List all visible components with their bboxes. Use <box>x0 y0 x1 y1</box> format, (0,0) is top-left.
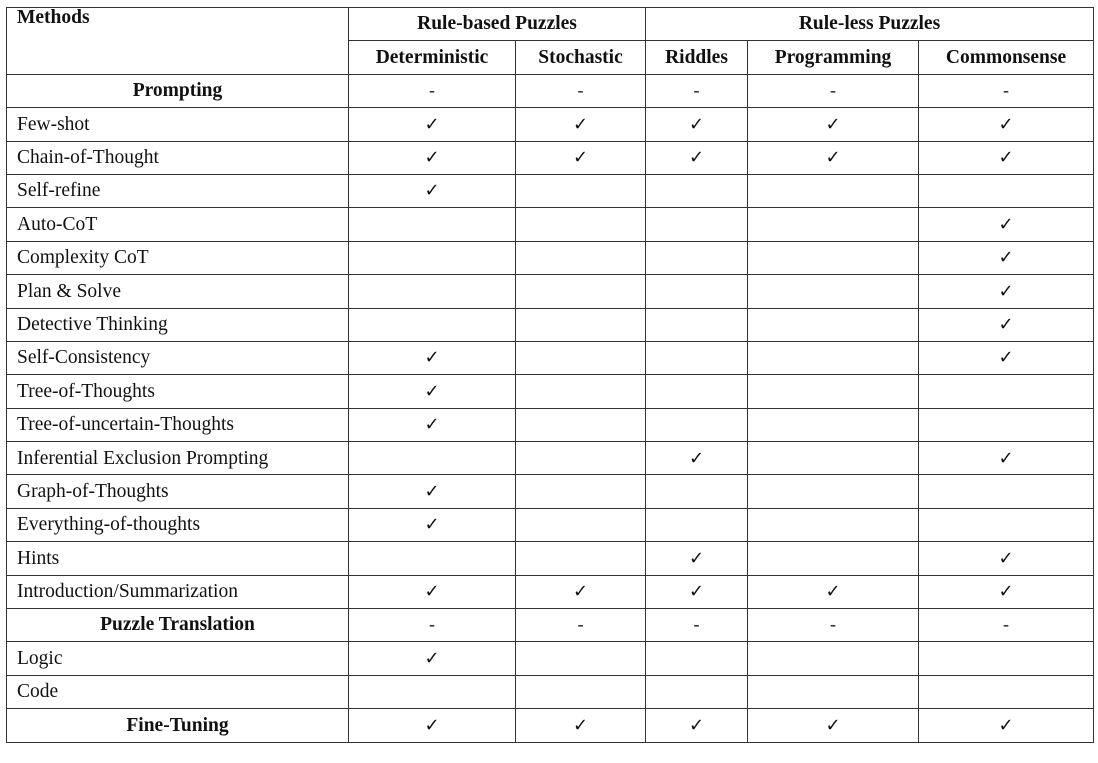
checkmark-icon: ✓ <box>424 714 440 736</box>
table-row <box>7 241 1094 274</box>
checkmark-icon: ✓ <box>424 147 440 168</box>
checkmark-icon: ✓ <box>572 113 589 135</box>
cell-riddles <box>646 141 748 174</box>
cell-commonsense <box>919 141 1094 174</box>
dash-mark: - <box>693 80 700 101</box>
table-row <box>7 575 1094 608</box>
checkmark-icon: ✓ <box>572 714 589 736</box>
cell-programming <box>748 375 919 408</box>
cell-riddles <box>646 442 748 475</box>
cell-programming <box>748 609 919 642</box>
cell-programming <box>748 542 919 575</box>
method-name: Logic <box>7 642 349 675</box>
cell-deterministic <box>349 308 516 341</box>
checkmark-icon: ✓ <box>424 414 440 436</box>
cell-programming <box>748 275 919 308</box>
checkmark-icon: ✓ <box>424 581 440 603</box>
cell-commonsense <box>919 74 1094 107</box>
cell-riddles <box>646 208 748 241</box>
cell-deterministic <box>349 74 516 107</box>
checkmark-icon: ✓ <box>424 480 440 502</box>
checkmark-icon: ✓ <box>825 147 841 168</box>
table-row <box>7 108 1094 141</box>
checkmark-icon: ✓ <box>998 714 1014 736</box>
cell-programming <box>748 575 919 608</box>
cell-riddles <box>646 241 748 274</box>
cell-programming <box>748 74 919 107</box>
method-name: Inferential Exclusion Prompting <box>7 442 349 475</box>
checkmark-icon: ✓ <box>688 113 705 135</box>
checkmark-icon: ✓ <box>998 447 1014 469</box>
cell-riddles <box>646 542 748 575</box>
checkmark-icon: ✓ <box>998 313 1014 335</box>
cell-riddles <box>646 642 748 675</box>
cell-deterministic <box>349 675 516 708</box>
cell-stochastic <box>516 74 646 107</box>
cell-stochastic <box>516 642 646 675</box>
cell-stochastic <box>516 575 646 608</box>
table-row <box>7 308 1094 341</box>
method-name: Plan & Solve <box>7 275 349 308</box>
cell-deterministic <box>349 108 516 141</box>
cell-riddles <box>646 508 748 541</box>
cell-stochastic <box>516 375 646 408</box>
cell-stochastic <box>516 675 646 708</box>
group-header-rule-less: Rule-less Puzzles <box>646 8 1094 41</box>
cell-deterministic <box>349 241 516 274</box>
dash-mark: - <box>830 80 836 101</box>
method-name: Auto-CoT <box>7 208 349 241</box>
cell-deterministic <box>349 141 516 174</box>
table-row <box>7 408 1094 441</box>
cell-deterministic <box>349 375 516 408</box>
table-row <box>7 275 1094 308</box>
cell-programming <box>748 108 919 141</box>
table-row <box>7 675 1094 708</box>
cell-deterministic <box>349 275 516 308</box>
cell-stochastic <box>516 408 646 441</box>
method-name: Introduction/Summarization <box>7 575 349 608</box>
table-header <box>7 8 1094 75</box>
column-header-riddles: Riddles <box>646 41 748 74</box>
dash-mark: - <box>429 80 435 101</box>
method-name: Chain-of-Thought <box>7 141 349 174</box>
checkmark-icon: ✓ <box>688 147 705 168</box>
method-name: Tree-of-Thoughts <box>7 375 349 408</box>
checkmark-icon: ✓ <box>998 147 1014 168</box>
checkmark-icon: ✓ <box>424 180 440 202</box>
cell-deterministic <box>349 408 516 441</box>
cell-programming <box>748 141 919 174</box>
dash-mark: - <box>429 614 435 635</box>
cell-riddles <box>646 275 748 308</box>
cell-riddles <box>646 609 748 642</box>
cell-programming <box>748 508 919 541</box>
checkmark-icon: ✓ <box>998 347 1014 369</box>
cell-programming <box>748 675 919 708</box>
cell-stochastic <box>516 508 646 541</box>
cell-programming <box>748 241 919 274</box>
method-name: Tree-of-uncertain-Thoughts <box>7 408 349 441</box>
cell-programming <box>748 709 919 742</box>
cell-stochastic <box>516 542 646 575</box>
cell-programming <box>748 408 919 441</box>
checkmark-icon: ✓ <box>825 113 841 135</box>
checkmark-icon: ✓ <box>825 714 841 736</box>
group-header-rule-based: Rule-based Puzzles <box>349 8 646 41</box>
cell-stochastic <box>516 208 646 241</box>
cell-commonsense <box>919 609 1094 642</box>
section-label: Fine-Tuning <box>7 709 349 742</box>
column-header-programming: Programming <box>748 41 919 74</box>
table-row <box>7 141 1094 174</box>
dash-mark: - <box>577 614 584 635</box>
section-label: Prompting <box>7 74 349 107</box>
checkmark-icon: ✓ <box>688 447 705 469</box>
cell-stochastic <box>516 108 646 141</box>
checkmark-icon: ✓ <box>998 280 1014 302</box>
dash-mark: - <box>830 614 836 635</box>
column-header-deterministic: Deterministic <box>349 41 516 74</box>
cell-programming <box>748 308 919 341</box>
cell-stochastic <box>516 709 646 742</box>
checkmark-icon: ✓ <box>572 581 589 603</box>
table-row <box>7 442 1094 475</box>
cell-commonsense <box>919 408 1094 441</box>
method-name: Code <box>7 675 349 708</box>
checkmark-icon: ✓ <box>424 647 440 669</box>
cell-commonsense <box>919 575 1094 608</box>
cell-riddles <box>646 74 748 107</box>
cell-programming <box>748 442 919 475</box>
dash-mark: - <box>577 80 584 101</box>
table-section-row <box>7 709 1094 742</box>
methods-comparison-table <box>6 7 1094 743</box>
cell-deterministic <box>349 609 516 642</box>
cell-commonsense <box>919 642 1094 675</box>
cell-programming <box>748 208 919 241</box>
cell-commonsense <box>919 542 1094 575</box>
table-row <box>7 508 1094 541</box>
cell-deterministic <box>349 709 516 742</box>
cell-programming <box>748 642 919 675</box>
checkmark-icon: ✓ <box>688 547 705 569</box>
cell-riddles <box>646 675 748 708</box>
cell-riddles <box>646 375 748 408</box>
cell-commonsense <box>919 174 1094 207</box>
cell-commonsense <box>919 375 1094 408</box>
cell-stochastic <box>516 141 646 174</box>
cell-commonsense <box>919 442 1094 475</box>
cell-stochastic <box>516 609 646 642</box>
cell-riddles <box>646 174 748 207</box>
method-name: Complexity CoT <box>7 241 349 274</box>
table-row <box>7 375 1094 408</box>
dash-mark: - <box>1003 614 1010 635</box>
section-label: Puzzle Translation <box>7 609 349 642</box>
cell-deterministic <box>349 208 516 241</box>
checkmark-icon: ✓ <box>424 113 440 135</box>
table-row <box>7 642 1094 675</box>
table-section-row <box>7 74 1094 107</box>
table-row <box>7 542 1094 575</box>
checkmark-icon: ✓ <box>688 581 705 603</box>
checkmark-icon: ✓ <box>998 113 1014 135</box>
checkmark-icon: ✓ <box>998 247 1014 269</box>
cell-commonsense <box>919 475 1094 508</box>
dash-mark: - <box>693 614 700 635</box>
cell-stochastic <box>516 475 646 508</box>
method-name: Everything-of-thoughts <box>7 508 349 541</box>
checkmark-icon: ✓ <box>688 714 705 736</box>
cell-deterministic <box>349 542 516 575</box>
cell-deterministic <box>349 442 516 475</box>
cell-riddles <box>646 408 748 441</box>
table-row <box>7 475 1094 508</box>
cell-commonsense <box>919 508 1094 541</box>
cell-stochastic <box>516 275 646 308</box>
cell-deterministic <box>349 642 516 675</box>
cell-commonsense <box>919 709 1094 742</box>
cell-stochastic <box>516 308 646 341</box>
cell-deterministic <box>349 575 516 608</box>
methods-column-header: Methods <box>7 8 349 75</box>
method-name: Self-refine <box>7 174 349 207</box>
table-section-row <box>7 609 1094 642</box>
cell-riddles <box>646 709 748 742</box>
checkmark-icon: ✓ <box>424 380 440 402</box>
checkmark-icon: ✓ <box>424 347 440 369</box>
cell-riddles <box>646 341 748 374</box>
checkmark-icon: ✓ <box>572 147 589 168</box>
method-name: Hints <box>7 542 349 575</box>
cell-commonsense <box>919 341 1094 374</box>
column-header-commonsense: Commonsense <box>919 41 1094 74</box>
cell-deterministic <box>349 475 516 508</box>
cell-stochastic <box>516 341 646 374</box>
cell-commonsense <box>919 675 1094 708</box>
method-name: Graph-of-Thoughts <box>7 475 349 508</box>
cell-riddles <box>646 475 748 508</box>
cell-deterministic <box>349 174 516 207</box>
cell-riddles <box>646 308 748 341</box>
checkmark-icon: ✓ <box>424 514 440 536</box>
cell-programming <box>748 475 919 508</box>
cell-riddles <box>646 108 748 141</box>
cell-commonsense <box>919 275 1094 308</box>
method-name: Few-shot <box>7 108 349 141</box>
checkmark-icon: ✓ <box>998 581 1014 603</box>
cell-stochastic <box>516 442 646 475</box>
dash-mark: - <box>1003 80 1010 101</box>
cell-deterministic <box>349 508 516 541</box>
cell-commonsense <box>919 308 1094 341</box>
column-header-stochastic: Stochastic <box>516 41 646 74</box>
checkmark-icon: ✓ <box>825 581 841 603</box>
method-name: Detective Thinking <box>7 308 349 341</box>
header-group-row <box>7 8 1094 41</box>
cell-programming <box>748 341 919 374</box>
table-row <box>7 341 1094 374</box>
table-body <box>7 74 1094 742</box>
cell-riddles <box>646 575 748 608</box>
table-row <box>7 208 1094 241</box>
cell-commonsense <box>919 241 1094 274</box>
cell-programming <box>748 174 919 207</box>
method-name: Self-Consistency <box>7 341 349 374</box>
cell-commonsense <box>919 108 1094 141</box>
cell-stochastic <box>516 241 646 274</box>
checkmark-icon: ✓ <box>998 213 1014 235</box>
cell-stochastic <box>516 174 646 207</box>
cell-deterministic <box>349 341 516 374</box>
checkmark-icon: ✓ <box>998 547 1014 569</box>
cell-commonsense <box>919 208 1094 241</box>
table-row <box>7 174 1094 207</box>
